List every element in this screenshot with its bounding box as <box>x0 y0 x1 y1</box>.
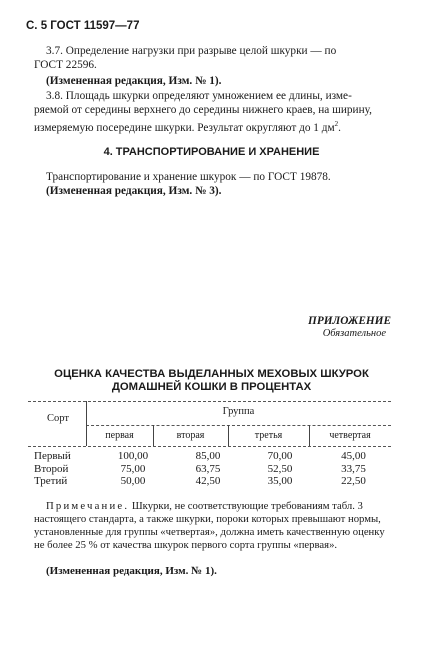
data-table <box>34 450 391 488</box>
note-line4: не более 25 % от качества шкурок первого сорта группы «первая». <box>34 539 338 551</box>
table-row <box>34 463 391 476</box>
table-cell-sort: Третий <box>34 475 68 487</box>
paragraph-3-7-line1: 3.7. Определение нагрузки при разрыве целой шкурки — по <box>46 45 337 57</box>
paragraph-3-8-line3-text: измеряемую посередине шкурки. Результат округляют до 1 дм <box>34 121 335 134</box>
paragraph-3-7-line2: ГОСТ 22596. <box>34 59 97 71</box>
paragraph-3-8-line3-end: . <box>338 121 341 134</box>
paragraph-3-8-line2: ряемой от середины верхнего до середины нижнего краев, на ширину, <box>34 104 372 116</box>
table-subheader-3: третья <box>254 430 283 441</box>
table-cell: 35,00 <box>267 475 293 487</box>
edit-note-final: (Измененная редакция, Изм. № 1). <box>46 565 217 577</box>
edit-note-3: (Измененная редакция, Изм. № 3). <box>46 185 222 197</box>
appendix-label: ПРИЛОЖЕНИЕ <box>308 315 391 327</box>
table-cell: 75,00 <box>120 462 146 475</box>
table-cell: 45,00 <box>341 450 366 462</box>
table-cell: 33,75 <box>341 462 366 475</box>
table-cell: 70,00 <box>267 450 293 462</box>
table-top-rule <box>28 401 391 402</box>
table-cell-sort: Первый <box>34 450 71 462</box>
superscript-2: 2 <box>334 120 339 128</box>
table-subheader-1: первая <box>105 430 134 441</box>
note-line1 <box>46 500 363 513</box>
note-label: Примечание. <box>46 500 130 512</box>
table-row <box>34 475 391 488</box>
paragraph-3-8-line1: 3.8. Площадь шкурки определяют умножением ее длины, изме- <box>46 90 352 102</box>
table-cell: 100,00 <box>117 450 149 462</box>
table-subheader-4: четвертая <box>329 430 371 441</box>
table-cell: 52,50 <box>267 462 293 475</box>
table-cell: 63,75 <box>195 462 221 475</box>
note-line3: установленные для группы «четвертая», должна иметь качественную оценку <box>34 526 385 538</box>
note-line2: настоящего стандарта, а также шкурки, пороки которых превышают нормы, <box>34 513 381 525</box>
table-cell: 42,50 <box>195 475 221 487</box>
paragraph-3-8-line3 <box>34 118 341 135</box>
table-cell-sort: Второй <box>34 462 69 475</box>
table-title-line2: ДОМАШНЕЙ КОШКИ В ПРОЦЕНТАХ <box>111 381 312 393</box>
appendix-subtitle: Обязательное <box>322 328 386 339</box>
table-row <box>34 450 391 463</box>
table-header-bottom-rule <box>28 446 391 447</box>
table-cell: 22,50 <box>341 475 366 487</box>
table-header-sort: Сорт <box>47 413 69 424</box>
section-4-title: 4. ТРАНСПОРТИРОВАНИЕ И ХРАНЕНИЕ <box>103 146 320 158</box>
table-subheader-2: вторая <box>176 430 205 441</box>
section-4-text: Транспортирование и хранение шкурок — по ГОСТ 19878. <box>46 171 331 183</box>
page-header: С. 5 ГОСТ 11597—77 <box>26 20 140 32</box>
table-title-line1: ОЦЕНКА КАЧЕСТВА ВЫДЕЛАННЫХ МЕХОВЫХ ШКУРОК <box>54 368 369 380</box>
table-group-rule <box>86 425 391 426</box>
edit-note-1: (Измененная редакция, Изм. № 1). <box>46 75 222 87</box>
table-cell: 85,00 <box>195 450 221 462</box>
note-line1-text: Шкурки, не соответствующие требованиям табл. 3 <box>131 500 363 512</box>
table-cell: 50,00 <box>120 475 146 487</box>
table-header-group: Группа <box>222 406 255 417</box>
